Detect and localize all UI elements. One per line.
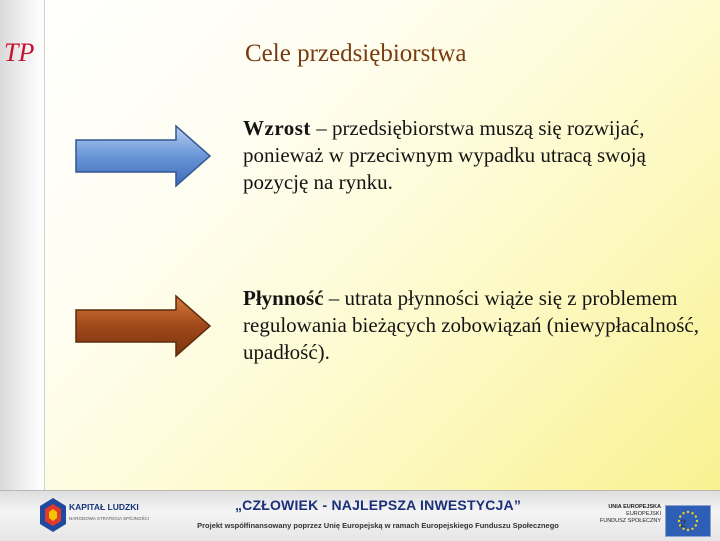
kapital-ludzki-logo-icon <box>38 496 68 534</box>
point-liquidity-term: Płynność <box>243 286 324 310</box>
footer-project-note: Projekt współfinansowany poprzez Unię Europejską w ramach Europejskiego Funduszu Społecznego <box>197 521 559 530</box>
arrow-right-icon <box>70 120 216 192</box>
tp-logo-icon <box>2 36 42 66</box>
footer-slogan: „CZŁOWIEK - NAJLEPSZA INWESTYCJA” <box>234 497 522 513</box>
point-growth-description: – przedsiębiorstwa muszą się rozwijać, ponieważ w przeciwnym wypadku utracą swoją pozycję na rynku. <box>243 116 646 194</box>
point-liquidity-description: – utrata płynności wiąże się z problemem regulowania bieżących zobowiązań (niewypłacalność, upadłość). <box>243 286 699 364</box>
kapital-ludzki-name: KAPITAŁ LUDZKI <box>69 502 139 512</box>
eu-star-icon <box>682 512 684 514</box>
point-growth <box>243 115 703 196</box>
kapital-ludzki-subtitle: NARODOWA STRATEGIA SPÓJNOŚCI <box>69 516 150 521</box>
arrow-right-icon <box>70 290 216 362</box>
svg-text:TP: TP <box>4 38 35 66</box>
left-sidebar-decoration <box>0 0 45 490</box>
point-liquidity <box>243 285 703 366</box>
eu-star-icon <box>691 512 693 514</box>
page-number: 2 <box>679 518 687 530</box>
eu-label-line1: UNIA EUROPEJSKA <box>608 504 661 510</box>
tp-logo <box>2 36 42 66</box>
eu-label-line3: FUNDUSZ SPOŁECZNY <box>599 518 661 524</box>
eu-star-icon <box>687 511 689 513</box>
point-growth-term: Wzrost <box>243 116 311 140</box>
eu-label-line2: EUROPEJSKI <box>626 511 661 517</box>
eu-label <box>572 504 661 525</box>
slide-title: Cele przedsiębiorstwa <box>245 40 467 67</box>
footer-banner <box>0 490 720 541</box>
